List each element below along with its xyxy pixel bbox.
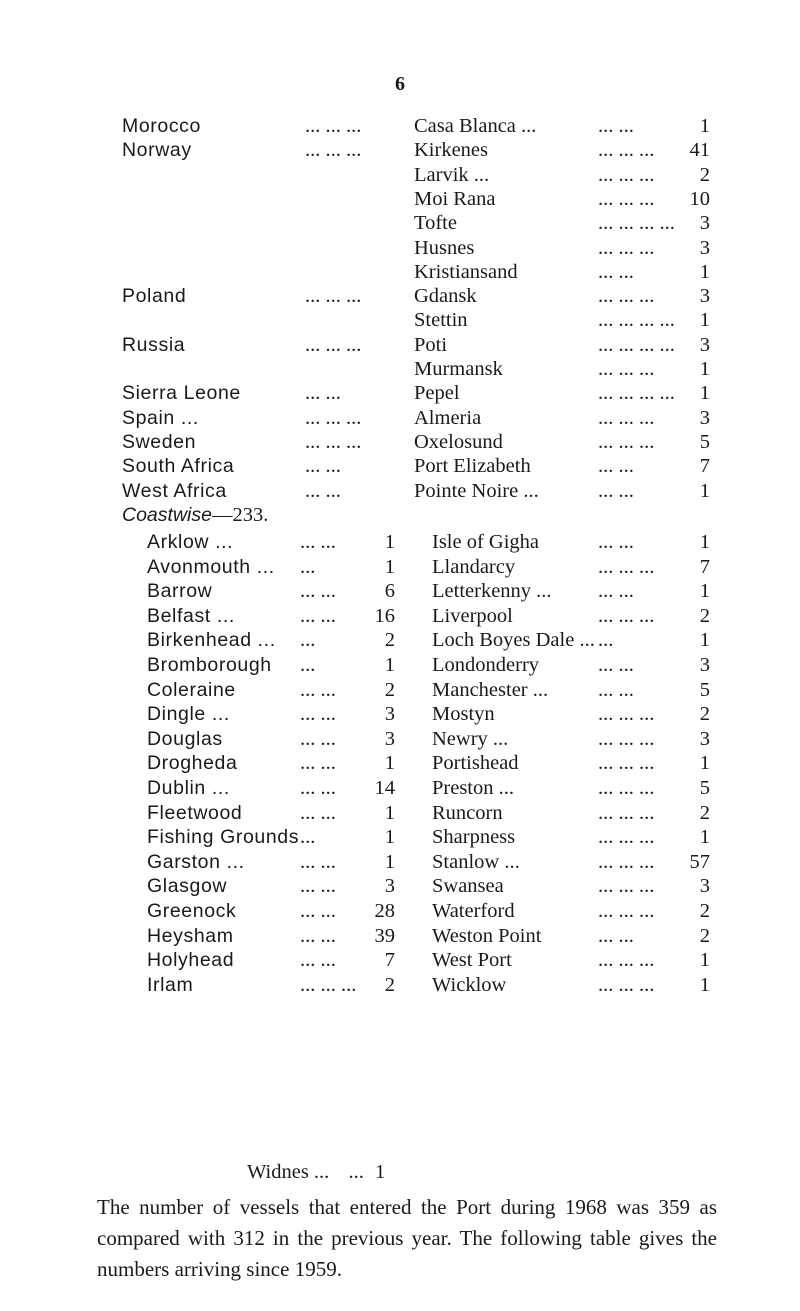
coastwise-port-name: Newry ... (432, 727, 509, 750)
coastwise-port-name: Arklow ... (147, 531, 234, 553)
dot-leader: ... ... (300, 924, 336, 947)
coastwise-port-name: Loch Boyes Dale ... (432, 629, 595, 652)
dot-leader: ... ... (300, 875, 336, 898)
dot-leader: ... ... ... (305, 139, 362, 162)
dot-leader: ... (300, 654, 316, 676)
arrival-count: 6 (384, 580, 395, 603)
arrival-count: 1 (699, 382, 710, 405)
arrival-count: 1 (699, 752, 710, 775)
dot-leader: ... ... (300, 777, 336, 799)
dot-leader: ... ... ... (598, 973, 655, 996)
coastwise-row (0, 899, 800, 923)
port-name: Moi Rana (414, 187, 496, 210)
arrival-count: 2 (384, 973, 395, 996)
coastwise-row (0, 604, 800, 628)
coastwise-port-name: Runcorn (432, 801, 503, 824)
dot-leader: ... ... ... (598, 358, 655, 380)
dot-leader: ... ... ... (598, 187, 655, 210)
port-name: Pointe Noire ... (414, 479, 539, 502)
country-name: Norway (122, 139, 192, 162)
country-name: West Africa (122, 479, 227, 502)
arrival-count: 3 (699, 285, 710, 308)
country-name: South Africa (122, 455, 235, 478)
port-name: Murmansk (414, 358, 503, 380)
coastwise-port-name: Heysham (147, 924, 234, 947)
arrival-count: 10 (689, 187, 710, 210)
arrival-count: 1 (384, 826, 395, 849)
arrival-count: 1 (699, 826, 710, 849)
coastwise-port-name: Mostyn (432, 703, 495, 726)
coastwise-port-name: Widnes ... (247, 1161, 330, 1183)
arrival-count: 7 (699, 455, 710, 478)
foreign-row (0, 406, 800, 430)
arrival-count: 1 (384, 801, 395, 824)
dot-leader: ... ... ... (300, 973, 357, 996)
dot-leader: ... ... (598, 479, 634, 502)
dot-leader: ... ... ... ... (598, 212, 675, 235)
coastwise-row (0, 948, 800, 972)
coastwise-port-name: West Port (432, 949, 512, 972)
arrival-count: 1 (699, 973, 710, 996)
coastwise-port-name: Londonderry (432, 654, 540, 676)
arrival-count: 1 (384, 654, 395, 676)
page-number: 6 (395, 73, 405, 95)
coastwise-port-name: Wicklow (432, 973, 507, 996)
arrival-count: 1 (384, 555, 395, 578)
coastwise-row (0, 751, 800, 775)
arrival-count: 7 (699, 555, 710, 578)
port-name: Kristiansand (414, 260, 518, 283)
arrival-count: 1 (699, 260, 710, 283)
foreign-row (0, 260, 800, 284)
port-name: Almeria (414, 406, 482, 429)
coastwise-port-name: Greenock (147, 900, 237, 922)
coastwise-row (0, 555, 800, 579)
arrival-count: 2 (699, 801, 710, 824)
foreign-row (0, 284, 800, 308)
coastwise-port-name: Dingle ... (147, 703, 230, 726)
dot-leader: ... (300, 826, 316, 849)
foreign-row (0, 236, 800, 260)
coastwise-row (0, 924, 800, 948)
foreign-row (0, 163, 800, 187)
summary-paragraph: The number of vessels that entered the Port during 1968 was 359 as compared with 312 in the previous year. The following table gives the numbers arriving since 1959. (97, 1195, 717, 1281)
dot-leader: ... ... ... (598, 801, 655, 824)
coastwise-port-name: Fleetwood (147, 801, 243, 824)
port-name: Poti (414, 333, 448, 356)
coastwise-port-name: Bromborough (147, 654, 272, 676)
coastwise-port-name: Dublin ... (147, 777, 230, 799)
arrival-count: 3 (384, 703, 395, 726)
dot-leader: ... ... (300, 727, 336, 750)
dot-leader: ... ... (305, 479, 341, 502)
arrival-count: 2 (384, 678, 395, 701)
dot-leader: ... ... ... (598, 850, 655, 873)
arrival-count: 14 (374, 777, 395, 799)
port-name: Kirkenes (414, 139, 489, 162)
arrival-count: 1 (699, 358, 710, 380)
dot-leader: ... ... ... (305, 430, 362, 453)
country-name: Spain ... (122, 406, 199, 429)
arrival-count: 1 (699, 580, 710, 603)
coastwise-port-name: Avonmouth ... (147, 555, 275, 578)
coastwise-port-name: Weston Point (432, 924, 542, 947)
dot-leader: ... ... (300, 900, 336, 922)
arrival-count: 3 (699, 727, 710, 750)
foreign-row (0, 114, 800, 138)
arrival-count: 1 (374, 1161, 386, 1183)
coastwise-port-name: Birkenhead ... (147, 629, 276, 652)
dot-leader: ... (300, 629, 316, 652)
coastwise-label: Coastwise (122, 504, 212, 526)
arrival-count: 2 (699, 924, 710, 947)
coastwise-row (0, 776, 800, 800)
arrival-count: 1 (699, 629, 710, 652)
arrival-count: 3 (699, 406, 710, 429)
dot-leader: ... ... (598, 580, 634, 603)
dot-leader: ... ... (300, 949, 336, 972)
arrival-count: 16 (374, 604, 395, 627)
arrival-count: 28 (374, 900, 395, 922)
dot-leader: ... ... (300, 752, 336, 775)
arrival-count: 3 (384, 875, 395, 898)
arrival-count: 3 (699, 236, 710, 259)
arrival-count: 1 (699, 309, 710, 332)
foreign-row (0, 430, 800, 454)
dot-leader: ... ... ... (598, 949, 655, 972)
arrival-count: 1 (384, 752, 395, 775)
dot-leader: ... ... ... (598, 875, 655, 898)
dot-leader: ... ... (305, 455, 341, 478)
coastwise-port-name: Liverpool (432, 604, 513, 627)
coastwise-port-name: Garston ... (147, 850, 245, 873)
coastwise-row (0, 850, 800, 874)
arrival-count: 2 (699, 900, 710, 922)
dot-leader: ... ... (598, 115, 634, 137)
arrival-count: 3 (384, 727, 395, 750)
dot-leader: ... ... (300, 703, 336, 726)
dot-leader: ... ... ... (598, 285, 655, 308)
foreign-row (0, 211, 800, 235)
country-name: Sierra Leone (122, 382, 241, 405)
dot-leader: ... ... ... (598, 139, 655, 162)
foreign-row (0, 454, 800, 478)
coastwise-port-name: Drogheda (147, 752, 238, 775)
arrival-count: 5 (699, 678, 710, 701)
coastwise-port-name: Isle of Gigha (432, 531, 540, 553)
arrival-count: 1 (384, 531, 395, 553)
arrival-count: 3 (699, 875, 710, 898)
coastwise-port-name: Stanlow ... (432, 850, 520, 873)
dot-leader: ... ... ... ... (598, 382, 675, 405)
dot-leader: ... ... ... (598, 406, 655, 429)
dot-leader: ... ... ... (598, 777, 655, 799)
coastwise-port-name: Douglas (147, 727, 223, 750)
coastwise-port-name: Llandarcy (432, 555, 516, 578)
foreign-row (0, 187, 800, 211)
dot-leader: ... ... ... (305, 115, 362, 137)
coastwise-port-name: Glasgow (147, 875, 228, 898)
foreign-row (0, 381, 800, 405)
arrival-count: 2 (699, 604, 710, 627)
coastwise-heading (122, 503, 268, 527)
port-name: Pepel (414, 382, 460, 405)
dot-leader: ... (300, 555, 316, 578)
coastwise-port-name: Fishing Grounds (147, 826, 300, 849)
coastwise-port-name: Irlam (147, 973, 194, 996)
arrival-count: 57 (689, 850, 710, 873)
coastwise-port-name: Barrow (147, 580, 213, 603)
arrival-count: 5 (699, 777, 710, 799)
coastwise-port-name: Letterkenny ... (432, 580, 552, 603)
port-name: Tofte (414, 212, 457, 235)
dot-leader: ... ... ... (598, 900, 655, 922)
foreign-row (0, 357, 800, 381)
country-name: Russia (122, 333, 186, 356)
arrival-count: 39 (374, 924, 395, 947)
dot-leader: ... ... (300, 580, 336, 603)
coastwise-port-name: Waterford (432, 900, 515, 922)
arrival-count: 7 (384, 949, 395, 972)
dot-leader: ... ... (300, 531, 336, 553)
coastwise-row (0, 727, 800, 751)
coastwise-final-row (247, 1160, 385, 1184)
arrival-count: 3 (699, 654, 710, 676)
dot-leader: ... (348, 1161, 364, 1183)
dot-leader: ... ... ... (598, 163, 655, 186)
port-name: Oxelosund (414, 430, 503, 453)
dot-leader: ... ... ... (305, 333, 362, 356)
coastwise-port-name: Swansea (432, 875, 504, 898)
foreign-row (0, 308, 800, 332)
dot-leader: ... ... ... (598, 236, 655, 259)
dot-leader: ... ... ... (598, 555, 655, 578)
coastwise-row (0, 825, 800, 849)
dot-leader: ... ... ... (598, 430, 655, 453)
port-name: Stettin (414, 309, 468, 332)
dot-leader: ... ... ... (598, 826, 655, 849)
arrival-count: 2 (699, 163, 710, 186)
dot-leader: ... ... (598, 260, 634, 283)
dot-leader: ... ... (598, 678, 634, 701)
dot-leader: ... (598, 629, 614, 652)
arrival-count: 3 (699, 333, 710, 356)
coastwise-total: —233. (211, 504, 269, 526)
coastwise-row (0, 874, 800, 898)
coastwise-port-name: Manchester ... (432, 678, 549, 701)
arrival-count: 1 (384, 850, 395, 873)
country-name: Morocco (122, 115, 201, 137)
country-name: Sweden (122, 430, 197, 453)
dot-leader: ... ... ... ... (598, 309, 675, 332)
coastwise-port-name: Sharpness (432, 826, 516, 849)
dot-leader: ... ... ... (598, 604, 655, 627)
dot-leader: ... ... ... ... (598, 333, 675, 356)
dot-leader: ... ... (300, 678, 336, 701)
arrival-count: 2 (384, 629, 395, 652)
dot-leader: ... ... ... (598, 727, 655, 750)
coastwise-row (0, 678, 800, 702)
port-name: Gdansk (414, 285, 477, 308)
coastwise-port-name: Portishead (432, 752, 519, 775)
dot-leader: ... ... ... (598, 703, 655, 726)
coastwise-port-name: Belfast ... (147, 604, 235, 627)
dot-leader: ... ... (300, 850, 336, 873)
arrival-count: 2 (699, 703, 710, 726)
foreign-row (0, 479, 800, 503)
coastwise-port-name: Preston ... (432, 777, 514, 799)
arrival-count: 41 (689, 139, 710, 162)
dot-leader: ... ... (598, 654, 634, 676)
coastwise-row (0, 702, 800, 726)
port-name: Larvik ... (414, 163, 490, 186)
coastwise-row (0, 530, 800, 554)
dot-leader: ... ... (305, 382, 341, 405)
dot-leader: ... ... (300, 801, 336, 824)
dot-leader: ... ... (598, 531, 634, 553)
arrival-count: 3 (699, 212, 710, 235)
dot-leader: ... ... (300, 604, 336, 627)
arrival-count: 5 (699, 430, 710, 453)
arrival-count: 1 (699, 115, 710, 137)
dot-leader: ... ... ... (598, 752, 655, 775)
coastwise-port-name: Coleraine (147, 678, 236, 701)
port-name: Port Elizabeth (414, 455, 531, 478)
coastwise-row (0, 628, 800, 652)
coastwise-row (0, 973, 800, 997)
port-name: Casa Blanca ... (414, 115, 537, 137)
arrival-count: 1 (699, 531, 710, 553)
foreign-row (0, 333, 800, 357)
country-name: Poland (122, 285, 187, 308)
dot-leader: ... ... ... (305, 285, 362, 308)
coastwise-row (0, 579, 800, 603)
coastwise-row (0, 801, 800, 825)
dot-leader: ... ... ... (305, 406, 362, 429)
arrival-count: 1 (699, 479, 710, 502)
foreign-row (0, 138, 800, 162)
coastwise-port-name: Holyhead (147, 949, 235, 972)
dot-leader: ... ... (598, 455, 634, 478)
port-name: Husnes (414, 236, 475, 259)
coastwise-row (0, 653, 800, 677)
arrival-count: 1 (699, 949, 710, 972)
dot-leader: ... ... (598, 924, 634, 947)
